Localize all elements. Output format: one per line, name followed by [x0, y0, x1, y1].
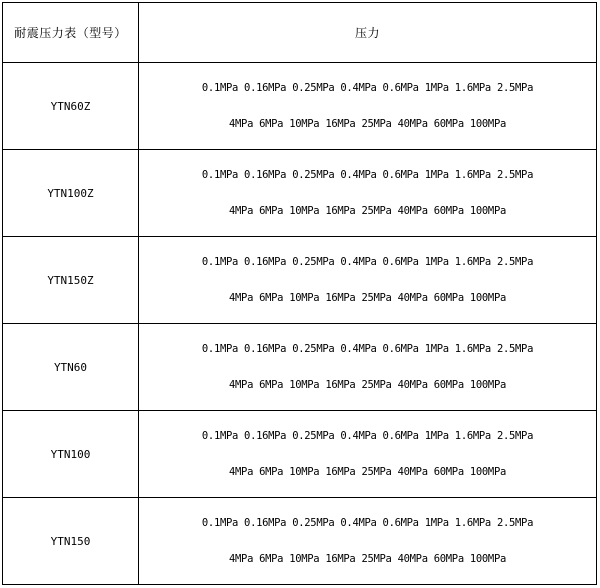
pressure-range-table: [2, 2, 597, 585]
pressure-ranges-line-1: 0.1MPa 0.16MPa 0.25MPa 0.4MPa 0.6MPa 1MPa 1.6MPa 2.5MPa: [201, 343, 534, 355]
table-row: [3, 150, 597, 237]
pressure-ranges-line-2: 4MPa 6MPa 10MPa 16MPa 25MPa 40MPa 60MPa 100MPa: [229, 378, 506, 391]
pressure-ranges-line-2: 4MPa 6MPa 10MPa 16MPa 25MPa 40MPa 60MPa 100MPa: [229, 465, 506, 478]
pressure-ranges-cell: [139, 324, 597, 411]
pressure-ranges-line-2: 4MPa 6MPa 10MPa 16MPa 25MPa 40MPa 60MPa 100MPa: [229, 291, 506, 304]
table-row: [3, 237, 597, 324]
pressure-ranges-line-2: 4MPa 6MPa 10MPa 16MPa 25MPa 40MPa 60MPa 100MPa: [229, 552, 506, 565]
pressure-ranges-line-2: 4MPa 6MPa 10MPa 16MPa 25MPa 40MPa 60MPa 100MPa: [229, 117, 506, 130]
pressure-ranges-cell: [139, 237, 597, 324]
model-cell: YTN150Z: [3, 237, 139, 324]
pressure-ranges-line-1: 0.1MPa 0.16MPa 0.25MPa 0.4MPa 0.6MPa 1MPa 1.6MPa 2.5MPa: [201, 256, 534, 268]
model-cell: YTN60: [3, 324, 139, 411]
table-row: [3, 498, 597, 585]
table-row: [3, 324, 597, 411]
pressure-column-header: 压力: [139, 3, 597, 63]
pressure-ranges-line-1: 0.1MPa 0.16MPa 0.25MPa 0.4MPa 0.6MPa 1MPa 1.6MPa 2.5MPa: [201, 82, 534, 94]
table-row: [3, 411, 597, 498]
model-cell: YTN100: [3, 411, 139, 498]
pressure-ranges-cell: [139, 411, 597, 498]
model-cell: YTN60Z: [3, 63, 139, 150]
pressure-ranges-line-1: 0.1MPa 0.16MPa 0.25MPa 0.4MPa 0.6MPa 1MPa 1.6MPa 2.5MPa: [201, 517, 534, 529]
table-row: [3, 63, 597, 150]
model-cell: YTN150: [3, 498, 139, 585]
pressure-ranges-cell: [139, 63, 597, 150]
table-header-row: [3, 3, 597, 63]
pressure-ranges-cell: [139, 150, 597, 237]
pressure-ranges-line-2: 4MPa 6MPa 10MPa 16MPa 25MPa 40MPa 60MPa 100MPa: [229, 204, 506, 217]
pressure-ranges-line-1: 0.1MPa 0.16MPa 0.25MPa 0.4MPa 0.6MPa 1MPa 1.6MPa 2.5MPa: [201, 169, 534, 181]
model-cell: YTN100Z: [3, 150, 139, 237]
pressure-ranges-line-1: 0.1MPa 0.16MPa 0.25MPa 0.4MPa 0.6MPa 1MPa 1.6MPa 2.5MPa: [201, 430, 534, 442]
pressure-ranges-cell: [139, 498, 597, 585]
model-column-header: 耐震压力表（型号）: [3, 3, 139, 63]
